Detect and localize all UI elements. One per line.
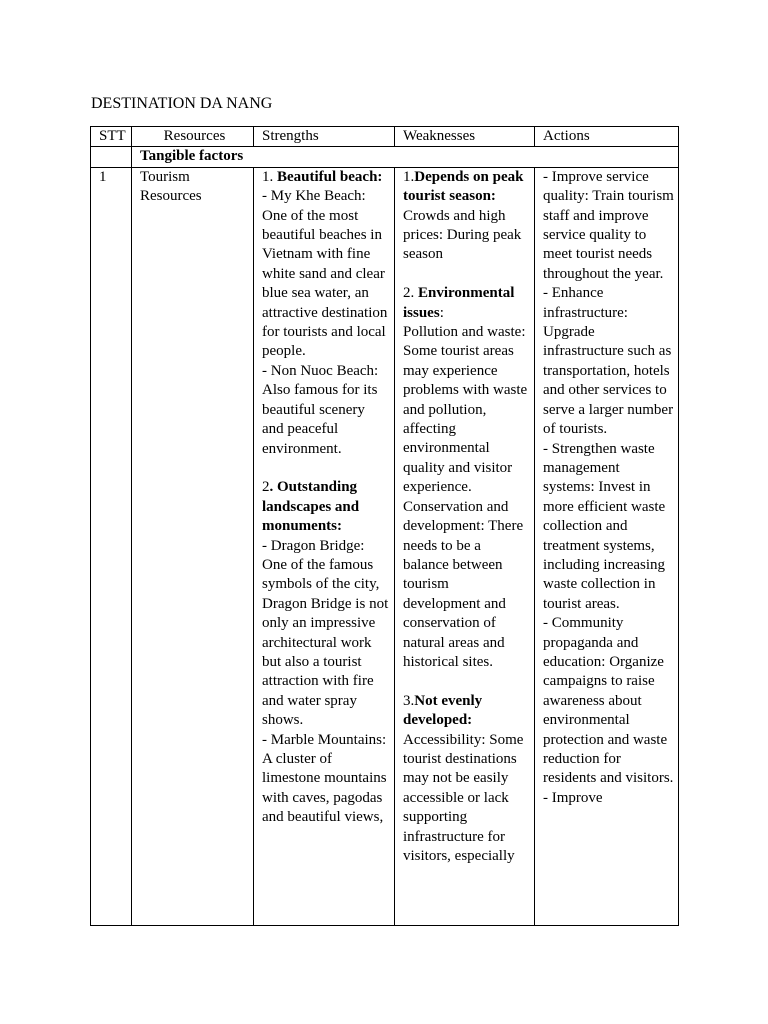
cell-paragraph: - Strengthen waste management systems: Invest in more efficient waste collection and treatment systems, including increasing waste collection in tourist areas. [543,440,666,612]
header-row [91,127,679,147]
cell-paragraph: - Enhance infrastructure: Upgrade infrastructure such as transportation, hotels and other services to serve a larger number of tourists. [543,285,674,438]
cell-paragraph [262,459,390,478]
header-resources: Resources [132,127,254,147]
cell-paragraph: 1.Depends on peak tourist season: [403,168,524,205]
cell-paragraph: - Dragon Bridge: One of the famous symbols of the city, Dragon Bridge is not only an impressive architectural work but also a tourist attraction with fire and water spray shows. [262,537,389,729]
swot-table [90,126,679,926]
cell-paragraph: Pollution and waste: Some tourist areas may experience problems with waste and pollution, affecting environmental quality and visitor experience. [403,324,528,496]
weaknesses-cell [395,167,535,925]
row-resource: Tourism Resources [132,167,254,925]
document-title: DESTINATION DA NANG [91,95,273,112]
section-label: Tangible factors [132,147,679,167]
cell-paragraph: Accessibility: Some tourist destinations may not be easily accessible or lack supporting infrastructure for visitors, especially [403,731,524,864]
table-row [91,167,679,925]
section-row [91,147,679,167]
cell-paragraph: - My Khe Beach: One of the most beautiful beaches in Vietnam with fine white sand and clear blue sea water, an attractive destination for tourists and local people. [262,188,388,360]
header-actions: Actions [535,127,679,147]
row-stt: 1 [91,167,132,925]
strengths-cell [254,167,395,925]
cell-paragraph: - Community propaganda and education: Organize campaigns to raise awareness about environmental protection and waste reduction for residents and visitors. [543,615,674,787]
cell-paragraph: - Improve service quality: Train tourism staff and improve service quality to meet tourist needs throughout the year. [543,168,674,282]
header-stt: STT [91,127,132,147]
cell-paragraph: 2. Environmental issues: [403,285,515,321]
cell-paragraph: 3.Not evenly developed: [403,692,483,729]
header-strengths: Strengths [254,127,395,147]
section-stt-cell [91,147,132,167]
cell-paragraph: 2. Outstanding landscapes and monuments: [262,479,360,535]
cell-paragraph: - Non Nuoc Beach: Also famous for its beautiful scenery and peaceful environment. [262,362,379,457]
cell-paragraph: - Improve [543,789,603,806]
header-weaknesses: Weaknesses [395,127,535,147]
cell-paragraph: Conservation and development: There needs to be a balance between tourism development and conservation of natural areas and historical sites. [403,498,524,670]
cell-paragraph [403,265,530,284]
cell-paragraph: - Marble Mountains: A cluster of limestone mountains with caves, pagodas and beautiful views, [262,731,387,826]
cell-paragraph: 1. Beautiful beach: [262,168,383,185]
cell-paragraph [403,672,530,691]
actions-cell [535,167,679,925]
cell-paragraph: Crowds and high prices: During peak season [403,207,522,263]
